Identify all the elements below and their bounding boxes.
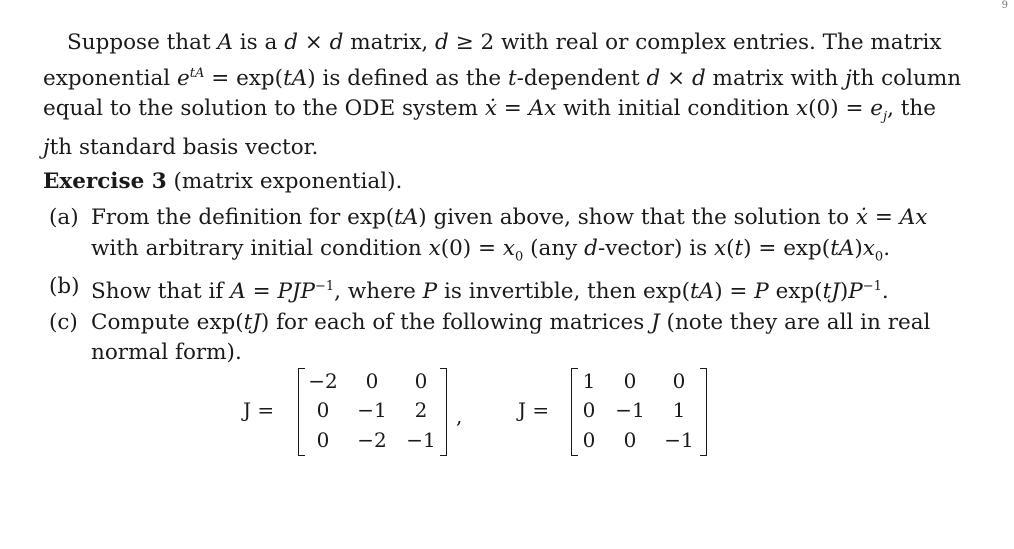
- exercise-subtitle: (matrix exponential).: [173, 169, 403, 194]
- matrix-1-label: J =: [243, 398, 275, 422]
- matrix-1-cell: −1: [357, 398, 387, 422]
- matrix-2-cell: −1: [615, 398, 645, 422]
- matrix-1-cell: 2: [414, 398, 428, 422]
- part-c-label: (c): [49, 309, 78, 335]
- part-b: [49, 272, 929, 308]
- matrix-1-cell: 0: [365, 369, 379, 393]
- matrix-1-cell: 0: [316, 428, 330, 452]
- part-a-line-1: From the definition for exp(tA) given above, show that the solution to ẋ = Ax: [91, 205, 928, 230]
- matrix-2-cell: 1: [672, 398, 686, 422]
- matrix-2-cell: −1: [664, 428, 694, 452]
- intro-paragraph: [43, 28, 962, 163]
- exercise-title: Exercise 3: [43, 169, 167, 194]
- matrix-1-cell: −2: [357, 428, 387, 452]
- part-b-line-1: Show that if $A = PJP^{-1}$, where P is invertible, then exp(tA) = P $\exp(tJ)P^{-1}$.: [91, 279, 889, 305]
- part-c-line-2: normal form).: [91, 340, 242, 366]
- matrix-2-cell: 0: [672, 369, 686, 393]
- matrix-2-cell: 0: [582, 398, 596, 422]
- intro-line-2: exponential $e^{tA} = \exp(tA)$ is defined as the t-dependent d × d matrix with jth column: [43, 65, 962, 91]
- intro-line-4: jth standard basis vector.: [43, 134, 319, 160]
- part-a-line-2: with arbitrary initial condition $x(0) = x_0$ (any d-vector) is $x(t) = \exp(tA)x_0$.: [91, 235, 891, 264]
- matrix-1-cell: 0: [316, 398, 330, 422]
- exercise-heading: [43, 168, 402, 196]
- intro-line-3: equal to the solution to the ODE system ẋ = Ax with initial condition $x(0) = e_j$, the: [43, 96, 936, 125]
- matrix-2-cell: 0: [582, 428, 596, 452]
- page-corner-mark: 9: [1001, 0, 1008, 11]
- exercise-parts: [49, 203, 929, 369]
- part-c-line-1: Compute exp(tJ) for each of the following matrices J (note they are all in real: [91, 309, 931, 335]
- matrix-2-label: J =: [518, 398, 550, 422]
- matrix-1-right-bracket: [440, 368, 447, 456]
- part-c: [49, 308, 929, 369]
- part-a-label: (a): [49, 205, 79, 230]
- matrix-2-cell: 1: [582, 369, 596, 393]
- intro-line-1: Suppose that A is a d × d matrix, d ≥ 2 with real or complex entries. The matrix: [67, 30, 942, 55]
- matrix-2-right-bracket: [700, 368, 707, 456]
- matrix-1-cell: −2: [308, 369, 338, 393]
- part-a: [49, 203, 929, 272]
- matrix-2-cell: 0: [623, 428, 637, 452]
- matrix-separator: ,: [456, 404, 463, 428]
- matrix-1-cell: −1: [406, 428, 436, 452]
- matrix-1-cell: 0: [414, 369, 428, 393]
- matrix-2-cell: 0: [623, 369, 637, 393]
- part-b-label: (b): [49, 274, 80, 300]
